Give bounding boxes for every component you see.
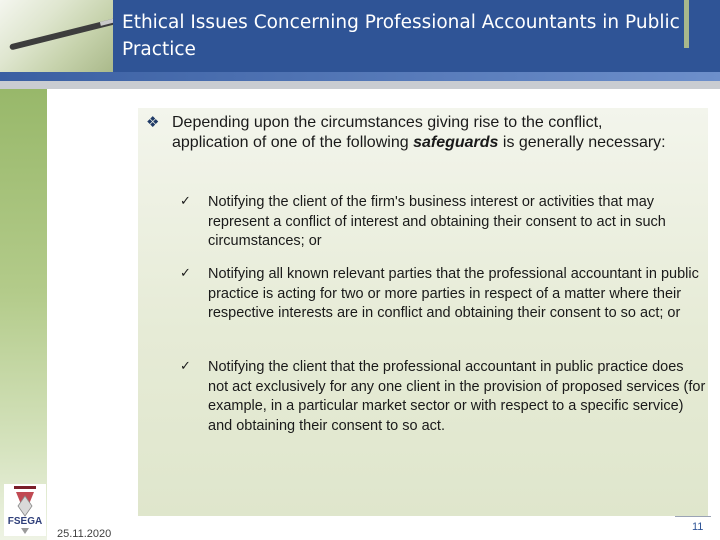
slide-date: 25.11.2020: [57, 528, 112, 540]
checkmark-icon: ✓: [180, 359, 191, 374]
checkmark-icon: ✓: [180, 266, 191, 281]
diamond-bullet-icon: ❖: [146, 113, 160, 131]
checkmark-icon: ✓: [180, 194, 191, 209]
sub-bullet-item: Notifying the client that the professional accountant in public practice does not act exclusively for any one client in the provision of proposed services (for example, in a particular market sector or with respect to a specific service) and obtaining their consent to so act.: [208, 359, 706, 434]
page-number-divider: [675, 516, 711, 517]
intro-text-after: is generally necessary:: [498, 134, 666, 151]
slide-header: [0, 0, 720, 72]
sub-bullet-item: Notifying all known relevant parties that the professional accountant in public practice is acting for two or more parties in respect of a matter where their respective interests are in conflict and obtaining their consent to so act; or: [208, 266, 699, 322]
pen-icon: [9, 16, 113, 51]
header-stripe-blue: [0, 72, 720, 81]
safeguards-emphasis: safeguards: [413, 134, 499, 151]
header-accent-bar: [684, 0, 689, 48]
left-sidebar-decoration: [0, 89, 47, 540]
slide-title: Ethical Issues Concerning Professional Accountants in Public Practice: [122, 12, 680, 60]
sub-bullet-item: Notifying the client of the firm's business interest or activities that may represent a conflict of interest and obtaining their consent to act in such circumstances; or: [208, 194, 666, 250]
main-bullet-text: [172, 113, 672, 153]
fsega-logo: [4, 484, 46, 536]
intro-text-before: Depending upon the circumstances giving rise to the conflict, application of one of the following: [172, 114, 603, 151]
header-photo-pen: [0, 0, 113, 72]
header-stripe-grey: [0, 81, 720, 89]
page-number: 11: [692, 521, 704, 533]
logo-text: FSEGA: [7, 516, 43, 527]
